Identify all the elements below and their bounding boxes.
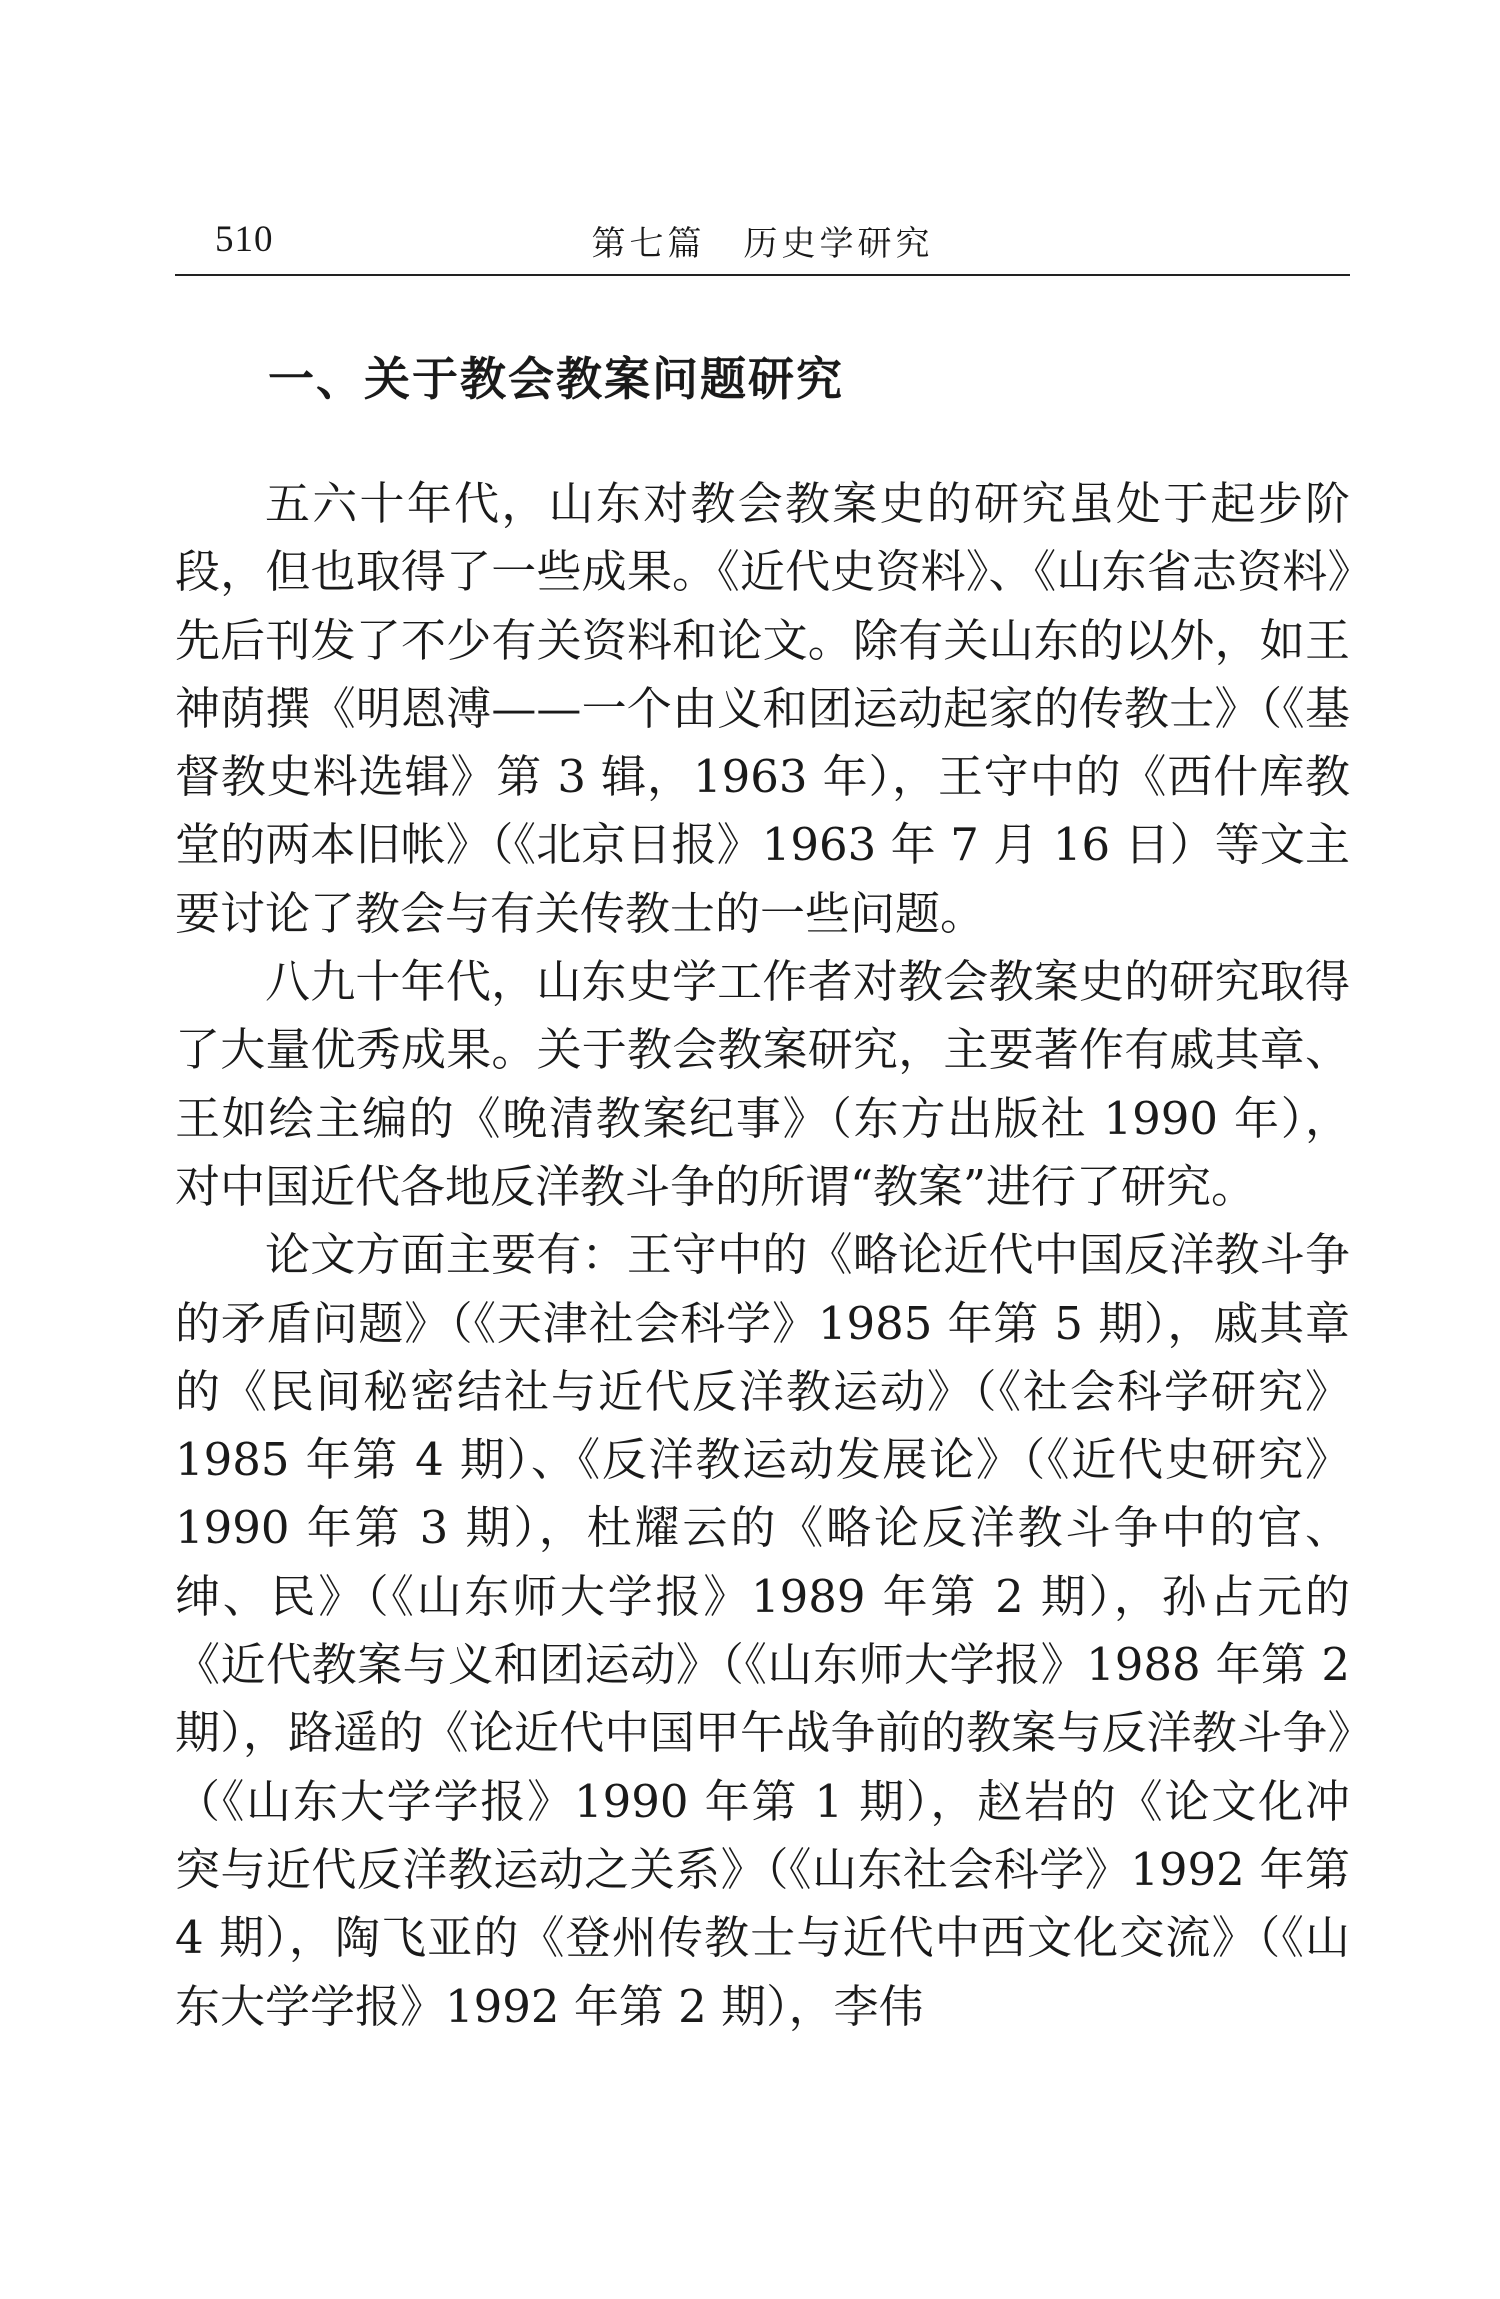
- paragraph: 八九十年代，山东史学工作者对教会教案史的研究取得了大量优秀成果。关于教会教案研究，主要著作有戚其章、王如绘主编的《晚清教案纪事》（东方出版社 1990 年），对中国近代各地反洋教斗争的所谓“教案”进行了研究。: [175, 955, 1350, 1213]
- body-text: [175, 470, 1350, 2041]
- paragraph: 论文方面主要有：王守中的《略论近代中国反洋教斗争的矛盾问题》（《天津社会科学》1985 年第 5 期），戚其章的《民间秘密结社与近代反洋教运动》（《社会科学研究》1985 年第 4 期）、《反洋教运动发展论》（《近代史研究》1990 年第 3 期），杜耀云的《略论反洋教斗争中的官、绅、民》（《山东师大学报》1989 年第 2 期），孙占元的《近代教案与义和团运动》（《山东师大学报》1988 年第 2 期），路遥的《论近代中国甲午战争前的教案与反洋教斗争》（《山东大学学报》1990 年第 1 期），赵岩的《论文化冲突与近代反洋教运动之关系》（《山东社会科学》1992 年第 4 期），陶飞亚的《登州传教士与近代中西文化交流》（《山东大学学报》1992 年第 2 期），李伟: [175, 1228, 1350, 2033]
- running-title: 第七篇 历史学研究: [591, 224, 934, 264]
- header-rule: [175, 274, 1350, 276]
- running-head: [175, 200, 1350, 270]
- page-number: 510: [215, 219, 274, 260]
- paragraph: 五六十年代，山东对教会教案史的研究虽处于起步阶段，但也取得了一些成果。《近代史资料》、《山东省志资料》先后刊发了不少有关资料和论文。除有关山东的以外，如王神荫撰《明恩溥——一个由义和团运动起家的传教士》（《基督教史料选辑》第 3 辑，1963 年），王守中的《西什库教堂的两本旧帐》（《北京日报》1963 年 7 月 16 日）等文主要讨论了教会与有关传教士的一些问题。: [175, 477, 1350, 940]
- section-heading: 一、关于教会教案问题研究: [268, 352, 844, 406]
